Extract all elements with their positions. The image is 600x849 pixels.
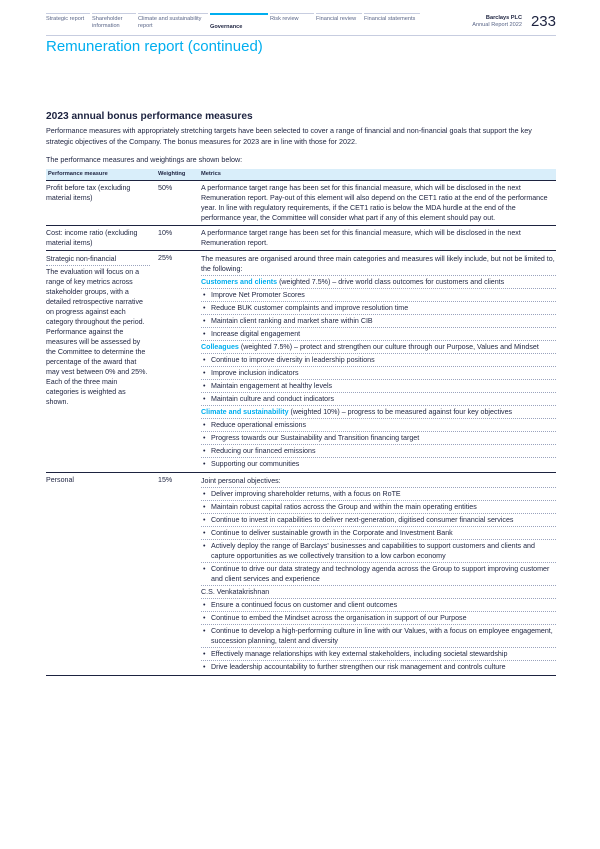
brand-block: [472, 15, 522, 29]
climate-text: (weighted 10%) – progress to be measured against four key objectives: [288, 408, 513, 416]
list-item: • Maintain robust capital ratios across the Group and within the main operating entities: [201, 501, 556, 514]
ceo-label: C.S. Venkatakrishnan: [201, 586, 556, 599]
list-item: • Effectively manage relationships with key external stakeholders, including societal stewardship: [201, 648, 556, 661]
performance-measures-table: [46, 169, 556, 676]
row-measure-block: [46, 253, 150, 407]
row-weighting: 10%: [158, 229, 173, 237]
colleagues-heading: [201, 341, 556, 354]
colleagues-label: Colleagues: [201, 343, 239, 351]
row-measure: Cost: income ratio (excluding material items): [46, 229, 138, 247]
climate-heading: [201, 406, 556, 419]
nav-financial-statements[interactable]: Financial statements: [364, 13, 420, 35]
row-metrics: A performance target range has been set for this financial measure, which will be disclosed in the next Remuneration report. Pay-out of this element will also depend on the CET1 ratio at the end of the performance year. In line with regulatory requirements, if the CET1 ratio is below the MDA hurdle at the end of the performance year, the Committee will consider what part if any of this element should pay out.: [201, 184, 548, 222]
list-item: • Ensure a continued focus on customer and client outcomes: [201, 599, 556, 612]
page-number: 233: [530, 13, 556, 30]
table-row: [46, 225, 556, 250]
section-intro: Performance measures with appropriately stretching targets have been selected to cover a range of financial and non-financial goals that support the key strategic objectives of the Company. The bonus measures for 2023 are in line with those for 2022.: [46, 126, 532, 146]
list-item: • Improve Net Promoter Scores: [201, 289, 556, 302]
company-name: Barclays PLC: [485, 15, 522, 21]
customers-heading: [201, 276, 556, 289]
row-weighting: 25%: [158, 254, 173, 262]
annual-report-label: Annual Report 2022: [472, 22, 522, 28]
nav-risk-review[interactable]: Risk review: [270, 13, 314, 35]
row-measure: Profit before tax (excluding material items): [46, 184, 131, 202]
list-item: • Continue to develop a high-performing culture in line with our Values, with a focus on employee engagement, succession planning, talent and diversity: [201, 625, 556, 648]
header-weighting: Weighting: [158, 171, 186, 177]
table-row: [46, 472, 556, 675]
row-weighting: 50%: [158, 184, 173, 192]
list-item: • Supporting our communities: [201, 458, 556, 470]
table-row: [46, 180, 556, 225]
row-metrics: A performance target range has been set for this financial measure, which will be disclosed in the next Remuneration report.: [201, 229, 521, 247]
list-item: • Continue to deliver sustainable growth in the Corporate and Investment Bank: [201, 527, 556, 540]
customers-label: Customers and clients: [201, 278, 278, 286]
row-metrics: [201, 473, 556, 675]
metrics-intro: The measures are organised around three main categories and measures will likely include, but not be limited to, the following:: [201, 253, 556, 276]
row-weighting: 15%: [158, 476, 173, 484]
section-intro-2: The performance measures and weightings are shown below:: [46, 155, 243, 164]
row-measure-note: The evaluation will focus on a range of key metrics across stakeholder groups, with a detailed retrospective narrative on progress against each category throughout the period. Performance against the measures will be assessed by the Committee to determine the percentage of the award that may vest between 0% and 25%. Each of the three main categories is weighted as shown.: [46, 268, 148, 406]
list-item: • Maintain culture and conduct indicators: [201, 393, 556, 406]
header-divider: [46, 35, 556, 36]
nav-climate-sustainability[interactable]: Climate and sustainability report: [138, 13, 208, 35]
header-metrics: Metrics: [201, 171, 221, 177]
metrics-intro: Joint personal objectives:: [201, 475, 556, 488]
header-measure: Performance measure: [48, 171, 108, 177]
list-item: • Actively deploy the range of Barclays' businesses and capabilities to support customers and clients and capture opportunities as we collectively transition to a low carbon economy: [201, 540, 556, 563]
list-item: • Increase digital engagement: [201, 328, 556, 341]
climate-label: Climate and sustainability: [201, 408, 289, 416]
list-item: • Reduce BUK customer complaints and improve resolution time: [201, 302, 556, 315]
row-metrics: [201, 251, 556, 472]
list-item: • Progress towards our Sustainability and Transition financing target: [201, 432, 556, 445]
section-title: 2023 annual bonus performance measures: [46, 111, 253, 122]
customers-text: (weighted 7.5%) – drive world class outcomes for customers and clients: [277, 278, 505, 286]
nav-governance[interactable]: Governance: [210, 13, 268, 35]
nav-shareholder-information[interactable]: Shareholder information: [92, 13, 136, 35]
list-item: • Maintain client ranking and market share within CIB: [201, 315, 556, 328]
row-measure: Strategic non-financial: [46, 253, 150, 266]
list-item: • Reducing our financed emissions: [201, 445, 556, 458]
nav-strategic-report[interactable]: Strategic report: [46, 13, 90, 35]
table-bottom-rule: [46, 675, 556, 676]
top-navigation: [46, 13, 556, 35]
page-title: Remuneration report (continued): [46, 38, 263, 55]
list-item: • Continue to invest in capabilities to deliver next-generation, digitised consumer financial services: [201, 514, 556, 527]
list-item: • Reduce operational emissions: [201, 419, 556, 432]
list-item: • Maintain engagement at healthy levels: [201, 380, 556, 393]
list-item: • Drive leadership accountability to further strengthen our risk management and controls culture: [201, 661, 556, 673]
list-item: • Improve inclusion indicators: [201, 367, 556, 380]
row-measure: Personal: [46, 476, 74, 484]
nav-financial-review[interactable]: Financial review: [316, 13, 362, 35]
table-row: [46, 250, 556, 472]
list-item: • Continue to embed the Mindset across the organisation in support of our Purpose: [201, 612, 556, 625]
list-item: • Continue to improve diversity in leadership positions: [201, 354, 556, 367]
list-item: • Continue to drive our data strategy and technology agenda across the Group to support improving customer and client services and experience: [201, 563, 556, 586]
table-header: [46, 169, 556, 180]
list-item: • Deliver improving shareholder returns, with a focus on RoTE: [201, 488, 556, 501]
colleagues-text: (weighted 7.5%) – protect and strengthen our culture through our Purpose, Values and Mindset: [238, 343, 539, 351]
